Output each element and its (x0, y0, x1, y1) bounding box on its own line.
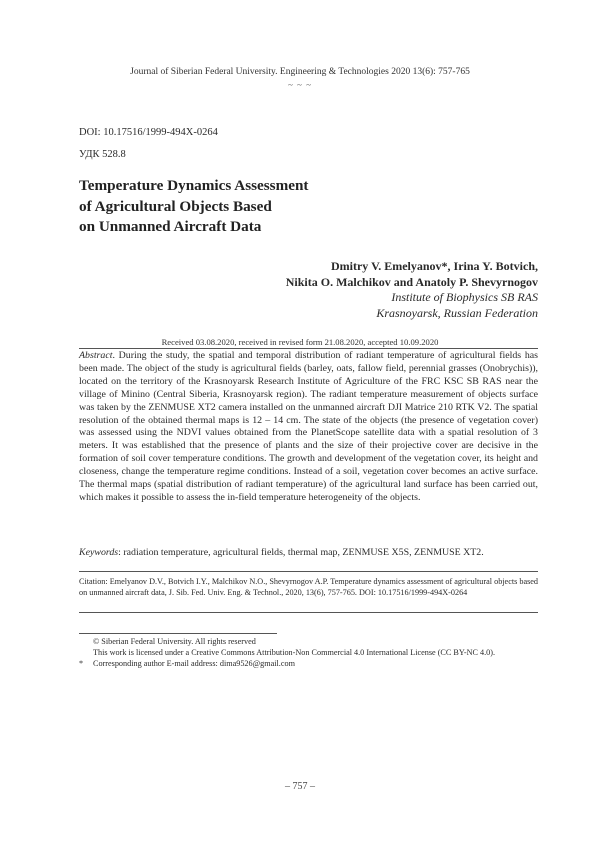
doi: DOI: 10.17516/1999-494X-0264 (79, 127, 218, 138)
affiliation-line: Krasnoyarsk, Russian Federation (376, 305, 538, 320)
affiliation-line: Institute of Biophysics SB RAS (391, 290, 538, 304)
affiliation (138, 290, 538, 322)
received-dates: Received 03.08.2020, received in revised form 21.08.2020, accepted 10.09.2020 (161, 337, 439, 347)
keywords (79, 547, 538, 560)
page-number: – 757 – (285, 781, 315, 792)
divider-citation-top (79, 571, 538, 572)
corresponding-text: Corresponding author E-mail address: dima9526@gmail.com (93, 659, 295, 668)
keywords-label: Keywords (79, 547, 119, 558)
udk-code: УДК 528.8 (79, 149, 126, 160)
divider-citation-bottom (79, 612, 538, 613)
title-line: of Agricultural Objects Based (79, 197, 272, 215)
authors-line: Dmitry V. Emelyanov*, Irina Y. Botvich, (330, 259, 538, 273)
header-separator: ~ ~ ~ (287, 80, 313, 90)
article-title (79, 176, 399, 238)
footnote-mark: * (79, 659, 84, 668)
divider-top (79, 348, 538, 349)
abstract (79, 350, 538, 505)
copyright-text: © Siberian Federal University. All rights reserved (93, 637, 256, 646)
footnote-license (79, 647, 549, 658)
footnote-copyright (79, 636, 549, 647)
citation: Citation: Emelyanov D.V., Botvich I.Y., Malchikov N.O., Shevyrnogov A.P. Temperature dynamics assessment of agricultural objects based on unmanned aircraft data, J. Sib. Fed. Univ. Eng. & Technol., 2020, 13(6), 757-765. DOI: 10.17516/1999-494X-0264 (79, 577, 538, 597)
keywords-text: : radiation temperature, agricultural fields, thermal map, ZENMUSE X5S, ZENMUSE XT2. (118, 547, 484, 558)
title-line: on Unmanned Aircraft Data (79, 218, 262, 235)
authors-line: Nikita O. Malchikov and Anatoly P. Shevyrnogov (285, 274, 538, 289)
license-text: This work is licensed under a Creative Commons Attribution-Non Commercial 4.0 International License (CC BY-NC 4.0). (93, 648, 496, 657)
abstract-text: . During the study, the spatial and temporal distribution of radiant temperature of agricultural fields has been made. The object of the study is agricultural fields (barley, oats, fallow field, perennial grasses (Onobrychis)), located on the territory of the Krasnoyarsk Research Institute of Agriculture of the FRC KSC SB RAS near the village of Minino (Central Siberia, Krasnoyarsk region). The radiant temperature measurement of objects surface was taken by the ZENMUSE XT2 camera installed on the unmanned aircraft DJI Matrice 210 RTK V2. The spatial resolution of the obtained thermal maps is 12 – 14 cm. The state of the objects (the presence of vegetation cover) was assessed using the NDVI values obtained from the PlanetScope satellite data with a spatial resolution of 3 meters. It was established that the presence of plants and the size of their projective cover are decisive in the formation of soil cover temperature conditions. The growth and development of the vegetation cover, its height and closeness, change the temperature regime conditions. Instead of a soil, vegetation cover becomes an active surface. The thermal maps (spatial distribution of radiant temperature) of the agricultural land surface has been carried out, which makes it possible to assess the in-field temperature heterogeneity of the objects. (79, 350, 538, 503)
footnote-rule (79, 633, 277, 634)
footnote-corresponding (79, 658, 549, 669)
journal-header: Journal of Siberian Federal University. Engineering & Technologies 2020 13(6): 757-765 (130, 67, 470, 77)
abstract-label: Abstract (79, 350, 113, 361)
title-line: Temperature Dynamics Assessment (79, 177, 309, 194)
authors (138, 259, 538, 290)
